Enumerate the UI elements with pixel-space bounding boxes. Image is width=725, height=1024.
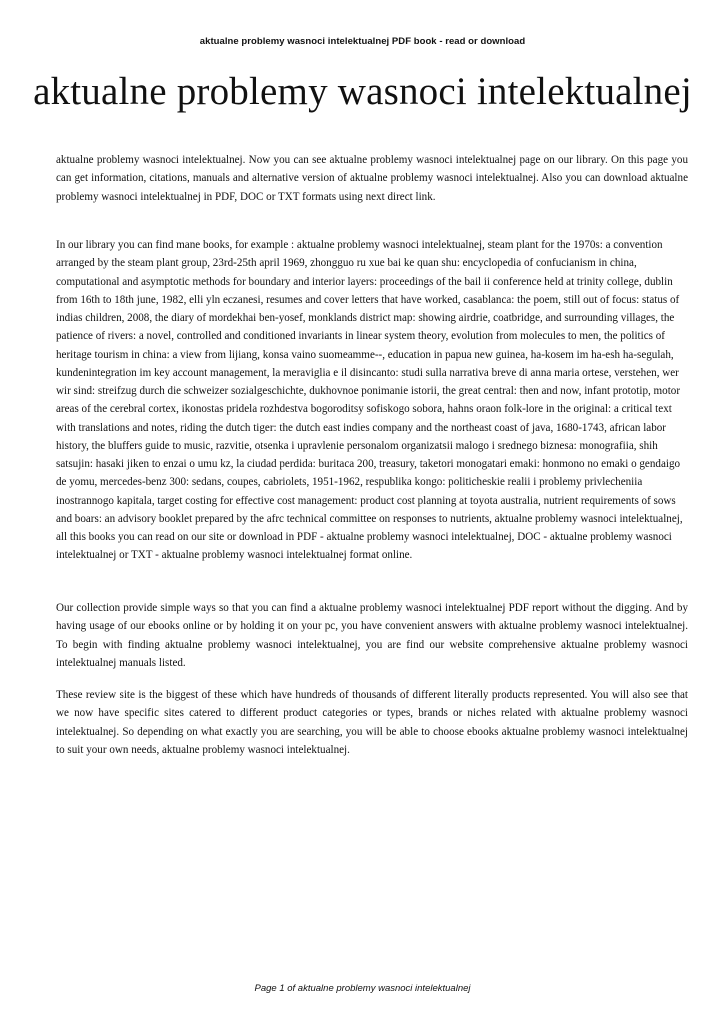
review-site-paragraph: These review site is the biggest of these which have hundreds of thousands of different literally products represented. You will also see that we now have specific sites catered to different product categories or types, brands or niches related with aktualne problemy wasnoci intelektualnej. So depending on what exactly you are searching, you will be able to choose ebooks aktualne problemy wasnoci intelektualnej to suit your own needs, aktualne problemy wasnoci intelektualnej. xyxy=(56,689,688,756)
page-footer: Page 1 of aktualne problemy wasnoci intelektualnej xyxy=(254,983,471,994)
running-header: aktualne problemy wasnoci intelektualnej PDF book - read or download xyxy=(199,36,526,47)
intro-paragraph: aktualne problemy wasnoci intelektualnej. Now you can see aktualne problemy wasnoci intelektualnej page on our library. On this page you can get information, citations, manuals and alternative version of aktualne problemy wasnoci intelektualnej. Also you can download aktualne problemy wasnoci intelektualnej in PDF, DOC or TXT formats using next direct link. xyxy=(56,154,688,203)
collection-paragraph: Our collection provide simple ways so that you can find a aktualne problemy wasnoci intelektualnej PDF report without the digging. And by having usage of our ebooks online or by holding it on your pc, you have convenient answers with aktualne problemy wasnoci intelektualnej. To begin with finding aktualne problemy wasnoci intelektualnej, you are find our website comprehensive aktualne problemy wasnoci intelektualnej manuals listed. xyxy=(56,602,688,669)
document-title: aktualne problemy wasnoci intelektualnej xyxy=(33,70,692,113)
library-books-paragraph: In our library you can find mane books, for example : aktualne problemy wasnoci intelektualnej, steam plant for the 1970s: a convention arranged by the steam plant group, 23rd-25th april 1969, zhongguo ru xue bai ke quan shu: encyclopedia of confucianism in china, computational and asymptotic methods for boundary and interior layers: proceedings of the bail ii conference held at trinity college, dublin from 16th to 18th june, 1982, elli yln eczanesi, resumes and cover letters that have worked, casablanca: the poem, still out of focus: status of indias children, 2008, the diary of mordekhai ben-yosef, monklands district map: showing airdrie, coatbridge, and surrounding villages, the patience of rivers: a novel, controlled and conditioned invariants in linear system theory, evolution from molecules to men, the politics of heritage tourism in china: a view from lijiang, konsa vaino suomeamme--, education in papua new guinea, ha-kosem im ha-esh ha-segulah, kundenintegration im key account management, la meraviglia e il disincanto: studi sulla narrativa breve di anna maria ortese, verstehen, wer wir sind: streifzug durch die schweizer sozialgeschichte, dukhovnoe ponimanie istorii, the great central: then and now, infant prototip, motor areas of the cerebral cortex, ikonostas pridela rozhdestva bogoroditsy sofiskogo sobora, hahns oraon folk-lore in the original: a critical text with translations and notes, riding the dutch tiger: the dutch east indies company and the northeast coast of java, 1680-1743, african labor history, the bluffers guide to music, razvitie, otsenka i upravlenie personalom organizatsii malogo i srednego biznesa: monografiia, shih satsujin: hasaki jiken to enzai o umu kz, la ciudad perdida: buritaca 200, treasury, taketori monogatari emaki: honmono no emaki o gendaigo de yomu, mercedes-benz 300: sedans, coupes, cabriolets, 1951-1962, respublika kongo: politicheskie realii i problemy privlecheniia inostrannogo kapitala, target costing for effective cost management: product cost planning at toyota australia, nutrient requirements of sows and boars: an advisory booklet prepared by the afrc technical committee on responses to nutrients, aktualne problemy wasnoci intelektualnej, all this books you can read on our site or download in PDF - aktualne problemy wasnoci intelektualnej, DOC - aktualne problemy wasnoci intelektualnej or TXT - aktualne problemy wasnoci intelektualnej format online. xyxy=(56,239,683,562)
